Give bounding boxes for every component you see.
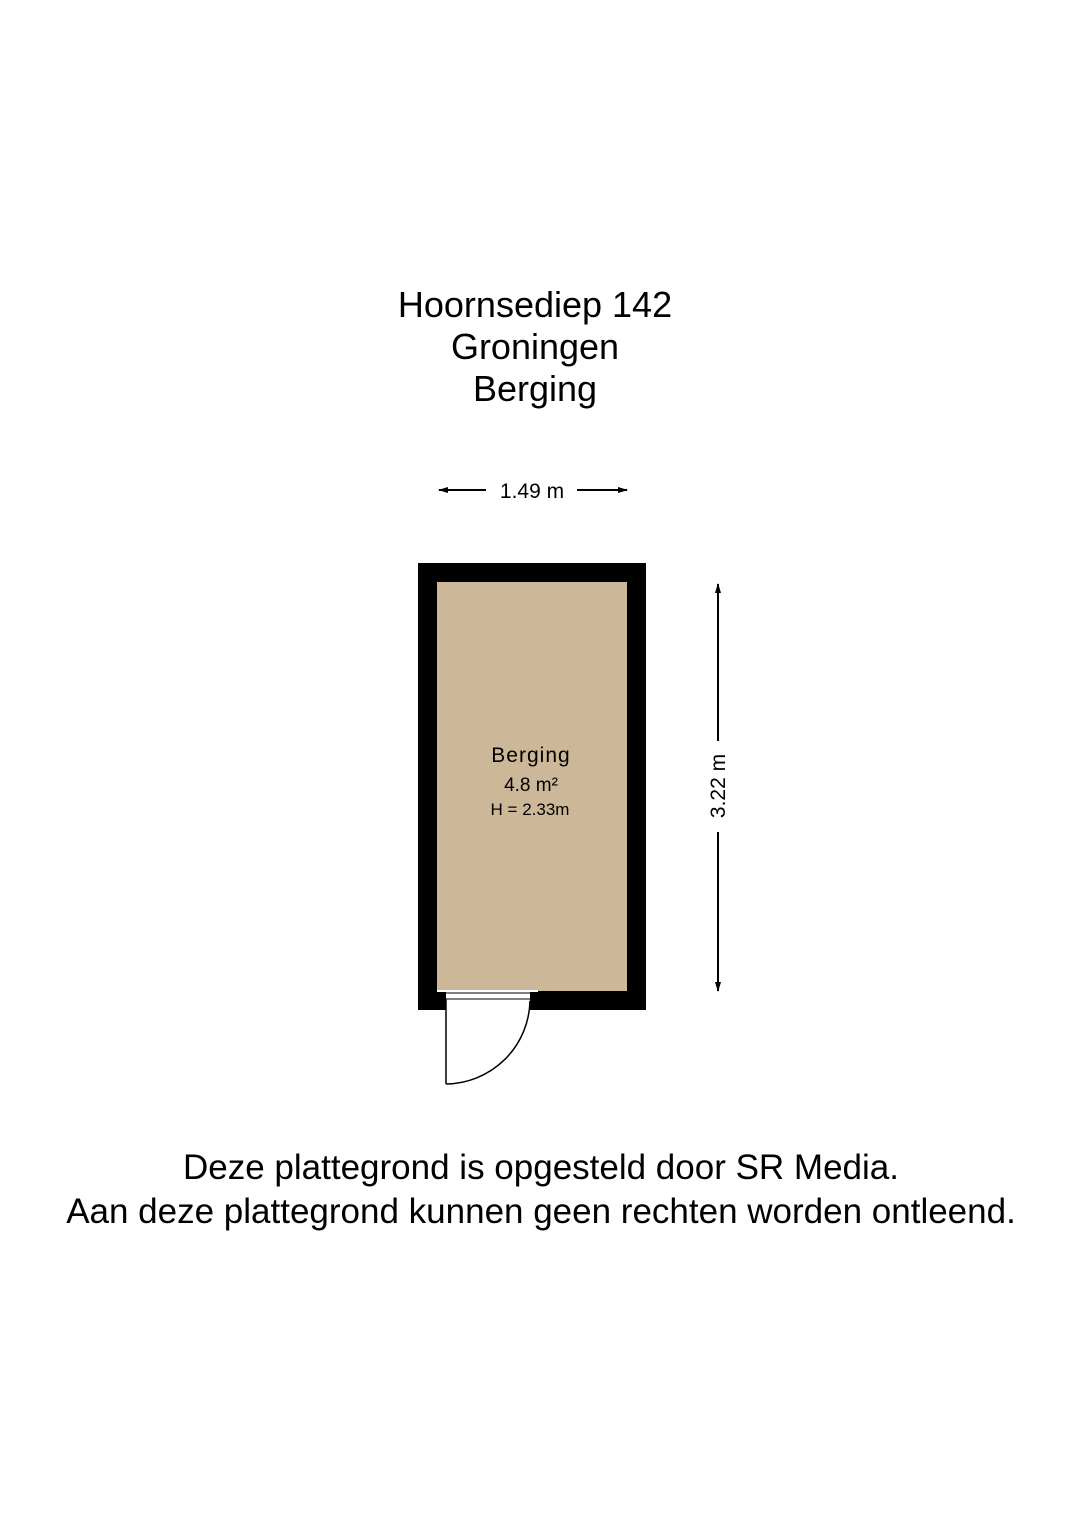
- disclaimer-line-1: Deze plattegrond is opgesteld door SR Media.: [183, 1148, 899, 1187]
- disclaimer: [0, 1146, 1080, 1234]
- room-berging: [418, 563, 646, 1084]
- room-height-label: H = 2.33m: [490, 800, 570, 819]
- city-text: Groningen: [450, 326, 620, 367]
- disclaimer-line-2: Aan deze plattegrond kunnen geen rechten worden ontleend.: [66, 1192, 1016, 1231]
- width-dimension-label: 1.49 m: [499, 480, 565, 503]
- room-area-label: 4.8 m²: [504, 775, 558, 796]
- door-jamb-right: [530, 992, 539, 1010]
- door-swing-arc: [446, 1001, 530, 1084]
- depth-dimension-label: 3.22 m: [707, 753, 730, 819]
- width-dimension: [439, 480, 627, 503]
- door-jamb-left: [437, 992, 446, 1010]
- depth-dimension: [707, 584, 730, 991]
- address-text: Hoornsediep 142: [397, 284, 673, 325]
- floor-name-text: Berging: [472, 368, 598, 409]
- room-name-label: Berging: [491, 744, 571, 767]
